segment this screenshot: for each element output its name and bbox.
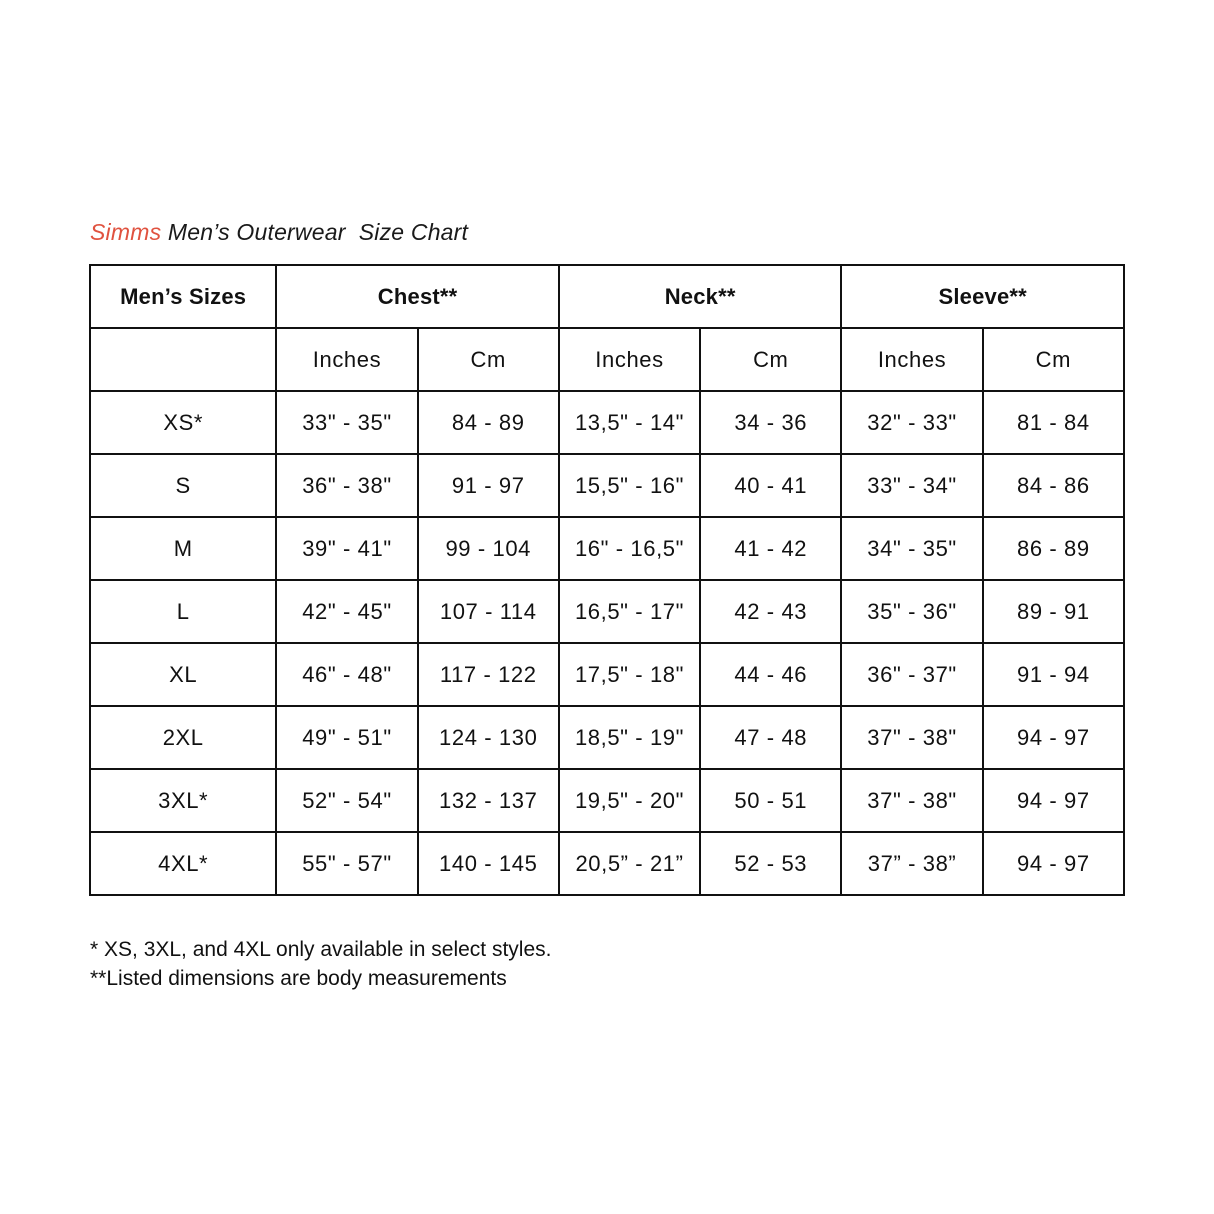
table-cell: 86 - 89 [983, 517, 1124, 580]
table-cell: 15,5" - 16" [559, 454, 700, 517]
size-label: XS* [90, 391, 276, 454]
size-label: 2XL [90, 706, 276, 769]
footnote-measurements: **Listed dimensions are body measurements [90, 967, 507, 990]
table-cell: 35" - 36" [841, 580, 982, 643]
table-cell: 33" - 34" [841, 454, 982, 517]
table-cell: 117 - 122 [418, 643, 559, 706]
footnotes [90, 935, 552, 993]
table-row [90, 517, 1124, 580]
table-cell: 94 - 97 [983, 832, 1124, 895]
table-cell: 84 - 89 [418, 391, 559, 454]
table-cell: 39" - 41" [276, 517, 417, 580]
table-cell: 41 - 42 [700, 517, 841, 580]
table-cell: 91 - 94 [983, 643, 1124, 706]
unit-header: Cm [700, 328, 841, 391]
table-cell: 16,5" - 17" [559, 580, 700, 643]
table-cell: 37" - 38" [841, 706, 982, 769]
table-cell: 52" - 54" [276, 769, 417, 832]
table-cell: 140 - 145 [418, 832, 559, 895]
sizes-header: Men’s Sizes [90, 265, 276, 328]
unit-header: Cm [418, 328, 559, 391]
table-cell: 19,5" - 20" [559, 769, 700, 832]
units-row [90, 328, 1124, 391]
table-cell: 37" - 38" [841, 769, 982, 832]
size-label: M [90, 517, 276, 580]
table-cell: 34" - 35" [841, 517, 982, 580]
neck-header: Neck** [559, 265, 842, 328]
table-cell: 18,5" - 19" [559, 706, 700, 769]
table-cell: 124 - 130 [418, 706, 559, 769]
table-cell: 33" - 35" [276, 391, 417, 454]
unit-header: Cm [983, 328, 1124, 391]
units-empty-cell [90, 328, 276, 391]
footnote-availability: * XS, 3XL, and 4XL only available in select styles. [90, 938, 552, 961]
size-table [89, 264, 1125, 896]
table-cell: 49" - 51" [276, 706, 417, 769]
header-row [90, 265, 1124, 328]
table-cell: 16" - 16,5" [559, 517, 700, 580]
table-cell: 107 - 114 [418, 580, 559, 643]
table-cell: 40 - 41 [700, 454, 841, 517]
table-cell: 42 - 43 [700, 580, 841, 643]
size-label: 4XL* [90, 832, 276, 895]
unit-header: Inches [841, 328, 982, 391]
size-label: 3XL* [90, 769, 276, 832]
table-cell: 81 - 84 [983, 391, 1124, 454]
table-cell: 94 - 97 [983, 706, 1124, 769]
table-row [90, 580, 1124, 643]
table-cell: 37” - 38” [841, 832, 982, 895]
table-cell: 20,5” - 21” [559, 832, 700, 895]
chest-header: Chest** [276, 265, 559, 328]
table-cell: 42" - 45" [276, 580, 417, 643]
table-row [90, 454, 1124, 517]
table-cell: 50 - 51 [700, 769, 841, 832]
unit-header: Inches [276, 328, 417, 391]
table-cell: 32" - 33" [841, 391, 982, 454]
table-cell: 34 - 36 [700, 391, 841, 454]
table-cell: 132 - 137 [418, 769, 559, 832]
sleeve-header: Sleeve** [841, 265, 1124, 328]
table-cell: 13,5" - 14" [559, 391, 700, 454]
table-row [90, 706, 1124, 769]
table-cell: 36" - 38" [276, 454, 417, 517]
table-cell: 52 - 53 [700, 832, 841, 895]
table-cell: 44 - 46 [700, 643, 841, 706]
table-cell: 36" - 37" [841, 643, 982, 706]
table-cell: 17,5" - 18" [559, 643, 700, 706]
brand-name: Simms [90, 219, 162, 245]
table-cell: 94 - 97 [983, 769, 1124, 832]
table-row [90, 643, 1124, 706]
table-row [90, 391, 1124, 454]
size-label: L [90, 580, 276, 643]
table-cell: 91 - 97 [418, 454, 559, 517]
table-cell: 55" - 57" [276, 832, 417, 895]
chart-title [90, 219, 468, 246]
size-label: S [90, 454, 276, 517]
size-label: XL [90, 643, 276, 706]
table-cell: 46" - 48" [276, 643, 417, 706]
table-cell: 99 - 104 [418, 517, 559, 580]
chart-title-text: Men’s Outerwear Size Chart [161, 219, 469, 245]
table-row [90, 769, 1124, 832]
unit-header: Inches [559, 328, 700, 391]
table-row [90, 832, 1124, 895]
table-cell: 89 - 91 [983, 580, 1124, 643]
table-cell: 84 - 86 [983, 454, 1124, 517]
table-cell: 47 - 48 [700, 706, 841, 769]
